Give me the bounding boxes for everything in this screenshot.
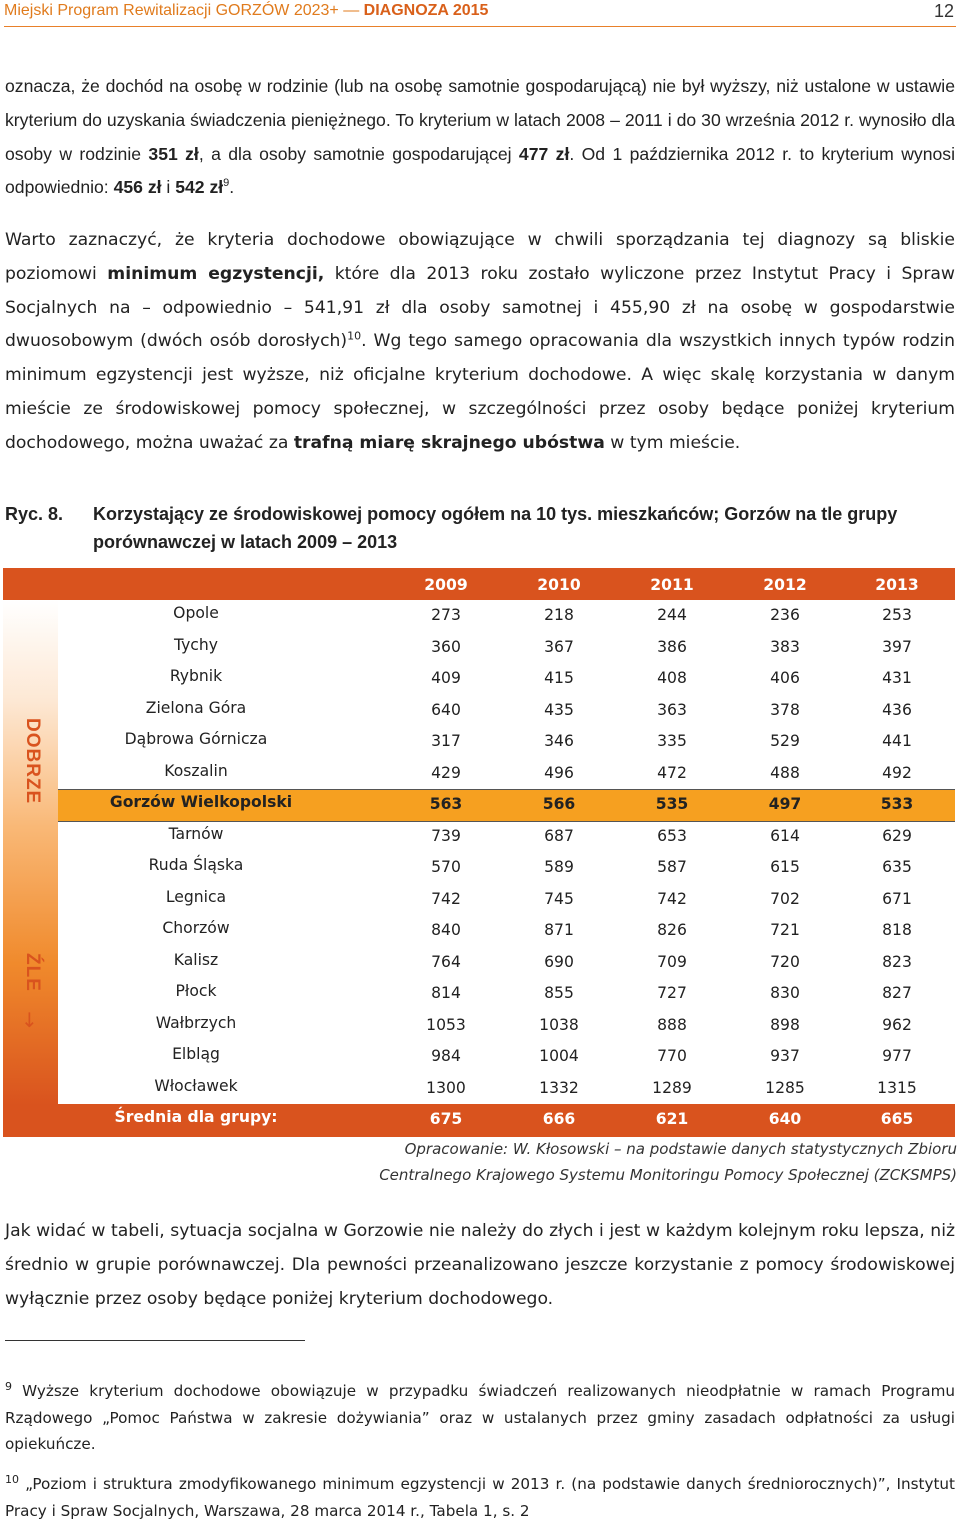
table-row-average <box>3 1104 955 1137</box>
source-line-1: Opracowanie: W. Kłosowski – na podstawie danych statystycznych Zbioru <box>404 1140 957 1158</box>
city-name: Włocławek <box>154 1076 238 1095</box>
city-name: Koszalin <box>164 761 228 780</box>
footnote-9 <box>5 1378 955 1458</box>
figure-title: Korzystający ze środowiskowej pomocy ogółem na 10 tys. mieszkańców; Gorzów na tle grupy porównawczej w latach 2009 – 2013 <box>93 504 898 552</box>
year-header-2010: 2010 <box>537 576 581 594</box>
arrow-down-icon: ↓ <box>21 1008 38 1032</box>
value-cell: 871 <box>544 921 574 939</box>
paragraph-minimum <box>5 224 955 461</box>
value-cell: 570 <box>431 858 461 876</box>
side-label-bad: ŹLE <box>22 953 43 992</box>
table-row <box>3 1010 955 1042</box>
value-cell: 367 <box>544 637 574 656</box>
footnote-10-number: 10 <box>5 1472 19 1486</box>
value-cell: 640 <box>431 700 461 719</box>
page-number: 12 <box>933 1 954 21</box>
value-cell: 236 <box>770 606 800 624</box>
city-name: Chorzów <box>162 919 230 937</box>
value-cell: 563 <box>429 795 463 813</box>
value-cell: 826 <box>657 921 687 939</box>
footnote-10 <box>5 1471 955 1524</box>
page-header <box>4 0 956 27</box>
p1-text-4: i <box>161 177 176 198</box>
table-row <box>3 915 955 947</box>
p1-text-2: , a dla osoby samotnie gospodarującej <box>198 143 519 164</box>
highlight-bottom-rule <box>58 821 955 822</box>
value-cell: 814 <box>431 984 461 1002</box>
value-cell: 408 <box>657 669 687 687</box>
table-row <box>3 884 955 916</box>
value-cell: 436 <box>882 700 912 719</box>
average-value-cell: 666 <box>542 1110 576 1128</box>
p1-bold-1: 351 zł <box>148 143 199 164</box>
value-cell: 1289 <box>652 1078 692 1097</box>
header-title-bold: DIAGNOZA 2015 <box>363 2 489 19</box>
p1-bold-4: 542 zł <box>175 177 224 198</box>
value-cell: 709 <box>657 952 687 971</box>
value-cell: 818 <box>882 921 912 939</box>
footnote-divider <box>5 1340 305 1341</box>
value-cell: 742 <box>431 889 461 908</box>
value-cell: 823 <box>882 952 912 971</box>
value-cell: 566 <box>542 795 576 813</box>
value-cell: 429 <box>431 763 461 782</box>
figure-number: Ryc. 8. <box>5 504 64 524</box>
value-cell: 1300 <box>426 1078 466 1097</box>
year-header-2013: 2013 <box>875 576 919 594</box>
value-cell: 984 <box>431 1047 461 1065</box>
value-cell: 888 <box>657 1015 687 1034</box>
city-name: Opole <box>173 604 219 622</box>
footnote-ref-9[interactable]: 9 <box>223 177 230 190</box>
table-row <box>3 758 955 790</box>
value-cell: 360 <box>431 637 461 656</box>
city-name: Legnica <box>165 887 227 906</box>
value-cell: 653 <box>657 826 687 845</box>
footnote-ref-10[interactable]: 10 <box>347 329 362 343</box>
table-row-highlight <box>58 789 955 821</box>
value-cell: 830 <box>770 984 800 1002</box>
value-cell: 406 <box>770 669 800 687</box>
value-cell: 1332 <box>539 1078 579 1097</box>
value-cell: 629 <box>882 826 912 845</box>
table-row <box>3 947 955 979</box>
p2-text-4: w tym mieście. <box>604 432 741 453</box>
value-cell: 589 <box>544 858 574 876</box>
value-cell: 614 <box>770 826 800 845</box>
table-row <box>3 1073 955 1105</box>
average-label: Średnia dla grupy: <box>114 1108 278 1126</box>
value-cell: 441 <box>882 732 912 750</box>
value-cell: 435 <box>544 700 574 719</box>
value-cell: 720 <box>770 952 800 971</box>
value-cell: 363 <box>657 700 687 719</box>
year-header-2012: 2012 <box>763 576 807 594</box>
p1-bold-2: 477 zł <box>518 143 570 164</box>
average-value-cell: 665 <box>880 1110 914 1128</box>
p1-text-3: . Od 1 października 2012 r. to kryterium wynosi odpowiednio: <box>5 143 955 198</box>
table-row <box>3 600 955 632</box>
value-cell: 977 <box>882 1047 912 1065</box>
value-cell: 346 <box>544 732 574 750</box>
value-cell: 218 <box>544 606 574 624</box>
value-cell: 386 <box>657 637 687 656</box>
average-value-cell: 675 <box>429 1110 463 1128</box>
value-cell: 721 <box>770 921 800 939</box>
value-cell: 615 <box>770 858 800 876</box>
footnote-9-number: 9 <box>5 1379 12 1393</box>
value-cell: 1038 <box>539 1015 579 1034</box>
table-row <box>3 695 955 727</box>
value-cell: 488 <box>770 763 800 782</box>
value-cell: 742 <box>657 889 687 908</box>
city-name: Ruda Śląska <box>148 856 244 874</box>
table-row <box>3 1041 955 1073</box>
value-cell: 587 <box>657 858 687 876</box>
city-name: Gorzów Wielkopolski <box>109 793 293 811</box>
year-header-2011: 2011 <box>650 576 694 594</box>
value-cell: 472 <box>657 763 687 782</box>
value-cell: 727 <box>657 984 687 1002</box>
value-cell: 529 <box>770 732 800 750</box>
table-row <box>3 632 955 664</box>
table-row <box>3 663 955 695</box>
header-title <box>4 2 488 20</box>
table-row <box>3 852 955 884</box>
value-cell: 690 <box>544 952 574 971</box>
p2-text-1: Warto zaznaczyć, że kryteria dochodowe obowiązujące w chwili sporządzania tej diagnozy są bliskie poziomowi <box>5 230 955 284</box>
value-cell: 533 <box>880 795 914 813</box>
value-cell: 317 <box>431 732 461 750</box>
value-cell: 840 <box>431 921 461 939</box>
footnote-10-text: „Poziom i struktura zmodyfikowanego minimum egzystencji w 2013 r. (na podstawie danych średniorocznych)”, Instytut Pracy i Spraw Socjalnych, Warszawa, 28 marca 2014 r., Tabela 1, s. 2 <box>5 1475 955 1520</box>
p1-bold-3: 456 zł <box>113 177 162 198</box>
average-value-cell: 640 <box>768 1110 802 1128</box>
value-cell: 335 <box>657 732 687 750</box>
p1-text-1: oznacza, że dochód na osobę w rodzinie (lub na osobę samotnie gospodarującą) nie był wyższy, niż ustalone w ustawie kryterium do uzyskania świadczenia pieniężnego. To kryterium w latach 2008 – 2011 i do 30 września 2012 r. wynosiło dla osoby w rodzinie <box>5 76 955 164</box>
p1-text-5: . <box>229 177 235 198</box>
city-name: Wałbrzych <box>155 1013 237 1032</box>
city-name: Elbląg <box>172 1045 220 1063</box>
value-cell: 378 <box>770 700 800 719</box>
value-cell: 244 <box>657 606 687 624</box>
value-cell: 702 <box>770 889 800 908</box>
value-cell: 962 <box>882 1015 912 1034</box>
data-table <box>3 568 955 1136</box>
city-name: Tarnów <box>168 824 224 843</box>
value-cell: 397 <box>882 637 912 656</box>
value-cell: 1004 <box>539 1047 579 1065</box>
paragraph-criteria <box>5 70 955 205</box>
value-cell: 383 <box>770 637 800 656</box>
city-name: Kalisz <box>173 950 219 969</box>
value-cell: 1285 <box>765 1078 805 1097</box>
average-value-cell: 621 <box>655 1110 689 1128</box>
value-cell: 415 <box>544 669 574 687</box>
value-cell: 253 <box>882 606 912 624</box>
city-name: Dąbrowa Górnicza <box>124 730 268 748</box>
p2-bold-2: trafną miarę skrajnego ubóstwa <box>293 432 605 453</box>
table-row <box>3 726 955 758</box>
p2-bold-1: minimum egzystencji, <box>107 263 325 284</box>
value-cell: 535 <box>655 795 689 813</box>
year-header-2009: 2009 <box>424 576 468 594</box>
value-cell: 764 <box>431 952 461 971</box>
value-cell: 431 <box>882 669 912 687</box>
value-cell: 671 <box>882 889 912 908</box>
table-header-row <box>3 570 955 602</box>
value-cell: 898 <box>770 1015 800 1034</box>
value-cell: 827 <box>882 984 912 1002</box>
paragraph-conclusion: Jak widać w tabeli, sytuacja socjalna w Gorzowie nie należy do złych i jest w każdym kolejnym roku lepsza, niż średnio w grupie porównawczej. Dla pewności przeanalizowano jeszcze korzystanie z pomocy środowiskowej wyłącznie przez osoby będące poniżej kryterium dochodowego. <box>5 1221 955 1309</box>
value-cell: 745 <box>544 889 574 908</box>
city-name: Tychy <box>173 635 218 654</box>
value-cell: 635 <box>882 858 912 876</box>
city-name: Zielona Góra <box>145 698 247 717</box>
header-title-text: Miejski Program Rewitalizacji GORZÓW 2023+ — <box>4 2 364 19</box>
value-cell: 687 <box>544 826 574 845</box>
value-cell: 1053 <box>426 1015 466 1034</box>
footnote-9-text: Wyższe kryterium dochodowe obowiązuje w przypadku świadczeń realizowanych nieodpłatnie w ramach Programu Rządowego „Pomoc Państwa w zakresie dożywiania” oraz w ustalanych przez gminy zasadach odpłatności za usługi opiekuńcze. <box>5 1382 955 1453</box>
table-row <box>3 821 955 853</box>
side-label-good: DOBRZE <box>22 718 43 805</box>
value-cell: 273 <box>431 606 461 624</box>
value-cell: 409 <box>431 669 461 687</box>
value-cell: 1315 <box>877 1078 917 1097</box>
p2-text-3: . Wg tego samego opracowania dla wszystkich innych typów rodzin minimum egzystencji jest wyższe, niż oficjalne kryterium dochodowe. A więc skalę korzystania w danym mieście ze środowiskowej pomocy społecznej, w szczególności przez osoby będące poniżej kryterium dochodowego, można uważać za <box>5 331 955 453</box>
value-cell: 492 <box>882 763 912 782</box>
value-cell: 855 <box>544 984 574 1002</box>
value-cell: 497 <box>768 795 802 813</box>
highlight-top-rule <box>58 789 955 790</box>
value-cell: 770 <box>657 1047 687 1065</box>
value-cell: 496 <box>544 763 574 782</box>
city-name: Płock <box>175 982 217 1000</box>
table-row <box>3 978 955 1010</box>
source-line-2: Centralnego Krajowego Systemu Monitoringu Pomocy Społecznej (ZCKSMPS) <box>379 1166 957 1184</box>
city-name: Rybnik <box>169 667 223 685</box>
value-cell: 739 <box>431 826 461 845</box>
value-cell: 937 <box>770 1047 800 1065</box>
p2-text-2: które dla 2013 roku zostało wyliczone przez Instytut Pracy i Spraw Socjalnych na – odpowiednio – 541,91 zł dla osoby samotnej i 455,90 zł na osobę w gospodarstwie dwuosobowym (dwóch osób dorosłych) <box>5 263 955 352</box>
